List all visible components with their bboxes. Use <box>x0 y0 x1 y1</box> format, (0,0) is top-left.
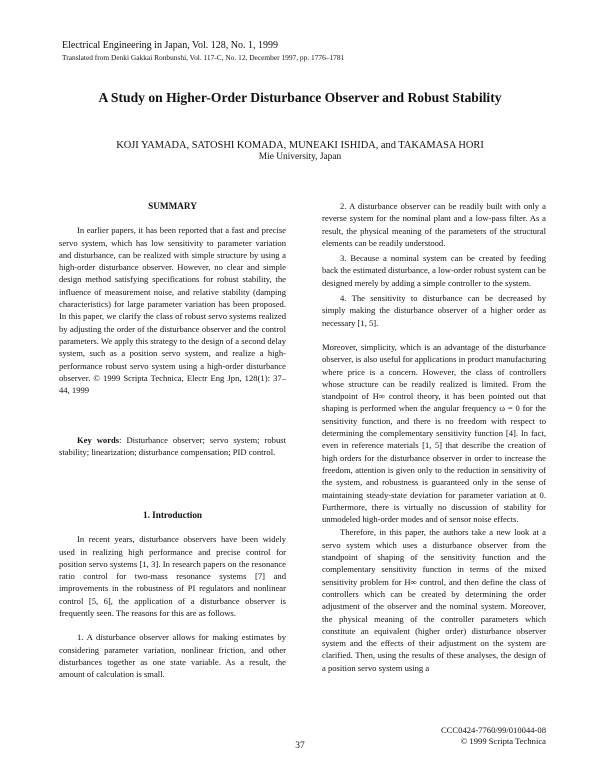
intro-paragraph-therefore: Therefore, in this paper, the authors take a new look at a servo system which uses a disturbance observer from the standpoint of shaping of the sensitivity function and the complementary sensitivity function in terms of the mixed sensitivity problem for H∞ control, and then define the class of controllers which can be created by determining the order adjustment of the observer and the nominal system. Moreover, the physical meaning of the controller parameters which constitute an equivalent (higher order) disturbance observer system and the effects of their adjustment on the system are clarified. Then, using the results of these analyses, the design of a position servo system using a <box>322 527 546 673</box>
affiliation: Mie University, Japan <box>258 152 342 162</box>
page-number: 37 <box>295 741 305 751</box>
summary-heading: SUMMARY <box>148 201 197 211</box>
intro-item-1: 1. A disturbance observer allows for making estimates by considering parameter variation, nonlinear friction, and other disturbances together as one state variable. As a result, the amount of calculation is small. <box>59 632 286 680</box>
translation-note: Translated from Denki Gakkai Ronbunshi, Vol. 117-C, No. 12, December 1997, pp. 1776–1781 <box>62 53 345 62</box>
intro-paragraph-1: In recent years, disturbance observers have been widely used in realizing high performance and precise control for position servo systems [1, 3]. In research papers on the resonance ratio control for two-mass resonance systems [7] and improvements in the robustness of PI regulators and nonlinear control [5, 6], the application of a disturbance observer is frequently seen. The reasons for this are as follows. <box>59 534 286 619</box>
author-list: KOJI YAMADA, SATOSHI KOMADA, MUNEAKI ISHIDA, and TAKAMASA HORI <box>116 140 484 151</box>
keywords-label: Key words <box>77 435 120 445</box>
journal-citation: Electrical Engineering in Japan, Vol. 128, No. 1, 1999 <box>62 40 278 51</box>
intro-item-3: 3. Because a nominal system can be created by feeding back the estimated disturbance, a low-order robust system can be designed merely by adding a simple controller to the system. <box>322 253 546 288</box>
intro-paragraph-moreover: Moreover, simplicity, which is an advantage of the disturbance observer, is also useful for applications in product manufacturing where price is a concern. However, the class of controllers whose structure can be readily realized is limited. From the standpoint of H∞ control theory, it has been pointed out that shaping is performed when the angular frequency ω = 0 for the sensitivity function, and there is no freedom with respect to determining the complementary sensitivity function [4]. In fact, even in reference materials [1, 5] that describe the creation of high orders for the disturbance observer in order to increase the freedom, attention is given only to the reduction in sensitivity of the system, and robustness is guaranteed only in the sense of maintaining steady-state deviation for parameter variation at 0. Furthermore, there is virtually no discussion of stability for unmodeled high-order modes and of sensor noise effects. <box>322 341 546 525</box>
journal-header <box>62 40 344 64</box>
intro-item-4: 4. The sensitivity to disturbance can be decreased by simply making the disturbance observer of a higher order as necessary [1, 5]. <box>322 293 546 328</box>
right-column <box>322 200 546 674</box>
keywords-text: : Disturbance observer; servo system; robust stability; linearization; disturbance compensation; PID control. <box>59 435 286 458</box>
keywords-section <box>59 434 286 459</box>
summary-text: In earlier papers, it has been reported that a fast and precise servo system, which has low sensitivity to parameter variation and disturbance, can be realized with simple structure by using a high-order disturbance observer. However, no clear and simple design method satisfying specifications for robust stability, the influence of measurement noise, and relative stability (damping characteristics) for large parameter variation has been proposed. In this paper, we clarify the class of robust servo systems realized by adjusting the order of the disturbance observer and the control parameters. We apply this strategy to the design of a second delay system, such as a position servo system, and realize a high-performance robust servo system using a high-order disturbance observer. © 1999 Scripta Technica, Electr Eng Jpn, 128(1): 37–44, 1999 <box>59 225 286 396</box>
intro-item-2: 2. A disturbance observer can be readily built with only a reverse system for the nominal plant and a low-pass filter. As a result, the physical meaning of the parameters of the structural elements can be readily understood. <box>322 201 546 248</box>
copyright-notice: © 1999 Scripta Technica <box>460 736 546 746</box>
summary-section <box>59 200 286 396</box>
introduction-heading: 1. Introduction <box>142 510 203 520</box>
copyright-code: CCC0424-7760/99/010044-08 <box>440 725 546 735</box>
paper-title: A Study on Higher-Order Disturbance Observer and Robust Stability <box>98 90 502 105</box>
introduction-section <box>59 509 286 681</box>
